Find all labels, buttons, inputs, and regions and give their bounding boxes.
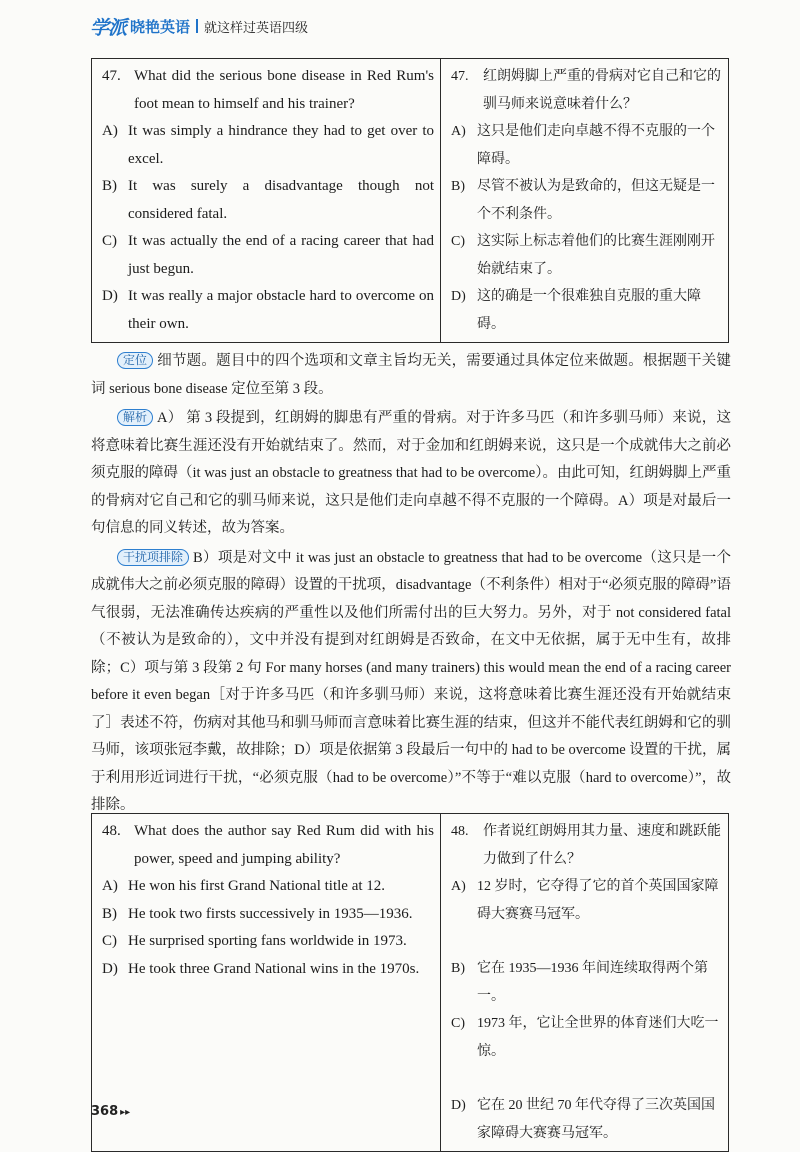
page-number-value: 368: [91, 1104, 119, 1119]
option-c-text: 这实际上标志着他们的比赛生涯刚刚开始就结束了。: [477, 234, 715, 277]
spacer: [451, 928, 722, 955]
option-label: B): [102, 905, 117, 922]
question-48-english: [92, 814, 441, 1152]
question-48-table: [91, 813, 729, 1152]
option-c-text: It was actually the end of a racing career that had just begun.: [128, 233, 434, 277]
option-label: B): [451, 961, 465, 976]
answer-analysis: [91, 348, 731, 822]
option-label: A): [451, 124, 466, 139]
question-text: 红朗姆脚上严重的骨病对它自己和它的驯马师来说意味着什么？: [483, 69, 721, 112]
question-text: 作者说红朗姆用其力量、速度和跳跃能力做到了什么？: [483, 824, 721, 867]
option-d-text: He took three Grand National wins in the 1970s.: [128, 960, 420, 977]
locate-badge: 定位: [117, 352, 153, 369]
distractor-badge: 干扰项排除: [117, 549, 189, 566]
option-b-text: He took two firsts successively in 1935—1936.: [128, 905, 413, 922]
option-d-text: It was really a major obstacle hard to overcome on their own.: [128, 288, 434, 332]
distractor-paragraph: [91, 545, 731, 820]
publisher-logo: 学派: [90, 16, 127, 39]
option-a-text: He won his first Grand National title at 12.: [128, 878, 386, 894]
option-a-text: 12 岁时，它夺得了它的首个英国国家障碍大赛赛马冠军。: [477, 879, 719, 922]
option-label: C): [102, 233, 117, 249]
header-divider: [196, 19, 198, 33]
option-label: C): [451, 234, 465, 249]
option-label: D): [102, 960, 118, 977]
brand-name: 晓艳英语: [130, 17, 191, 36]
option-a-text: 这只是他们走向卓越不得不克服的一个障碍。: [477, 124, 715, 167]
page-arrow-icon: ▸▸: [120, 1107, 131, 1118]
question-number: 47.: [102, 68, 121, 84]
option-a-text: It was simply a hindrance they had to get over to excel.: [128, 123, 434, 167]
explain-paragraph: [91, 405, 731, 543]
option-b-text: 它在 1935—1936 年间连续取得两个第一。: [477, 961, 708, 1004]
option-b-text: It was surely a disadvantage though not considered fatal.: [128, 178, 434, 222]
locate-text: 细节题。题目中的四个选项和文章主旨均无关，需要通过具体定位来做题。根据题干关键词 serious bone disease 定位至第 3 段。: [91, 353, 731, 397]
option-label: D): [451, 289, 466, 304]
explain-text: A） 第 3 段提到，红朗姆的脚患有严重的骨病。对于许多马匹（和许多驯马师）来说，这将意味着比赛生涯还没有开始就结束了。然而，对于金加和红朗姆来说，这只是一个成就伟大之前必须克服的障碍（it was just an obstacle to greatness that had to be overcome）。由此可知，红朗姆脚上严重的骨病对它自己和它的驯马师来说，这只是他们走向卓越不得不克服的一个障碍。A）项是对最后一句信息的同义转述，故为答案。: [91, 410, 731, 536]
option-d-text: 它在 20 世纪 70 年代夺得了三次英国国家障碍大赛赛马冠军。: [477, 1098, 715, 1141]
question-47-table: [91, 58, 729, 343]
book-title: 就这样过英语四级: [204, 20, 309, 36]
option-label: A): [102, 878, 118, 894]
option-label: A): [102, 123, 118, 139]
option-c-text: He surprised sporting fans worldwide in 1973.: [128, 933, 407, 949]
option-label: B): [451, 179, 465, 194]
question-text: What did the serious bone disease in Red Rum's foot mean to himself and his trainer?: [134, 68, 434, 112]
question-number: 48.: [102, 823, 121, 839]
page-header: [90, 14, 308, 38]
explain-badge: 解析: [117, 409, 153, 426]
question-text: What does the author say Red Rum did with his power, speed and jumping ability?: [134, 823, 434, 867]
question-47-english: [92, 59, 441, 343]
question-number: 48.: [451, 824, 469, 839]
locate-paragraph: [91, 348, 731, 403]
question-48-chinese: [441, 814, 729, 1152]
question-47-chinese: [441, 59, 729, 343]
distractor-text: B）项是对文中 it was just an obstacle to greatness that had to be overcome（这只是一个成就伟大之前必须克服的障碍）设置的干扰项，disadvantage（不利条件）相对于“必须克服的障碍”语气很弱，无法准确传达疾病的严重性以及他们所需付出的巨大努力。另外，对于 not considered fatal（不被认为是致命的），文中并没有提到对红朗姆是否致命，在文中无依据，属于无中生有，故排除；C）项与第 3 段第 2 句 For many horses (and many trainers) this would mean the end of a racing career before it even began［对于许多马匹（和许多驯马师）来说，这将意味着比赛生涯还没有开始就结束了］表述不符，伤病对其他马和驯马师而言意味着比赛生涯的结束，但这并不能代表红朗姆和它的驯马师，该项张冠李戴，故排除；D）项是依据第 3 段最后一句中的 had to be overcome 设置的干扰，属于利用形近词进行干扰，“必须克服（had to be overcome）”不等于“难以克服（hard to overcome）”，故排除。: [91, 549, 731, 813]
option-d-text: 这的确是一个很难独自克服的重大障碍。: [477, 289, 701, 332]
page-number: [91, 1104, 130, 1119]
option-label: D): [451, 1098, 466, 1113]
option-label: C): [451, 1016, 465, 1031]
option-label: B): [102, 178, 117, 194]
question-number: 47.: [451, 69, 469, 84]
option-c-text: 1973 年，它让全世界的体育迷们大吃一惊。: [477, 1016, 719, 1059]
option-b-text: 尽管不被认为是致命的，但这无疑是一个不利条件。: [477, 179, 715, 222]
option-label: C): [102, 933, 117, 949]
option-label: D): [102, 288, 118, 304]
option-label: A): [451, 879, 466, 894]
spacer: [451, 1065, 722, 1092]
